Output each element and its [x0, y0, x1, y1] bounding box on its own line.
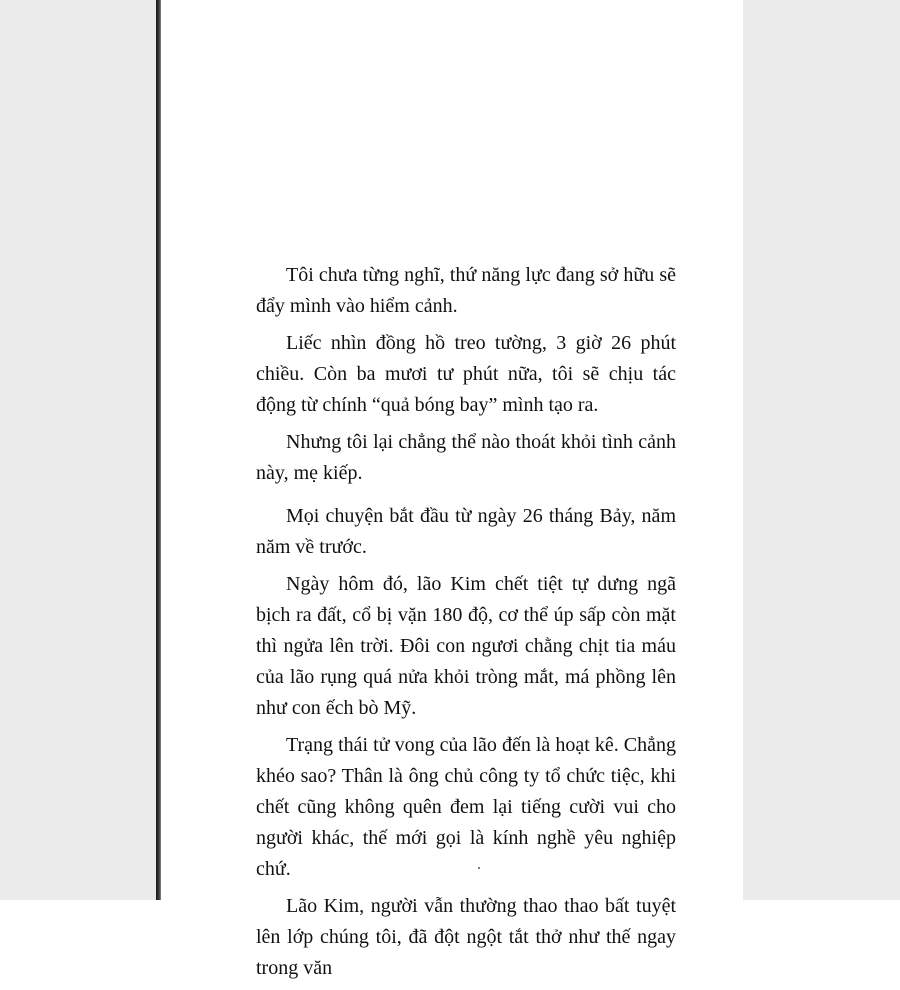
paragraph: Nhưng tôi lại chẳng thể nào thoát khỏi tình cảnh này, mẹ kiếp. — [256, 431, 676, 484]
paragraph: Tôi chưa từng nghĩ, thứ năng lực đang sở hữu sẽ đẩy mình vào hiểm cảnh. — [256, 264, 676, 317]
page-binding-edge — [156, 0, 161, 900]
paragraph: Mọi chuyện bắt đầu từ ngày 26 tháng Bảy, năm năm về trước. — [256, 505, 676, 558]
passage-opening — [256, 260, 676, 495]
scan-margin-left — [0, 0, 156, 900]
paragraph: Lão Kim, người vẫn thường thao thao bất tuyệt lên lớp chúng tôi, đã đột ngột tắt thở như thế ngay trong văn — [256, 895, 676, 979]
paragraph: Liếc nhìn đồng hồ treo tường, 3 giờ 26 phút chiều. Còn ba mươi tư phút nữa, tôi sẽ chịu tác động từ chính “quả bóng bay” mình tạo ra. — [256, 332, 676, 416]
paragraph: Ngày hôm đó, lão Kim chết tiệt tự dưng ngã bịch ra đất, cổ bị vặn 180 độ, cơ thể úp sấp còn mặt thì ngửa lên trời. Đôi con ngươi chằng chịt tia máu của lão rụng quá nửa khỏi tròng mắt, má phồng lên như con ếch bò Mỹ. — [256, 573, 676, 719]
book-page — [156, 0, 743, 979]
ink-speck — [478, 867, 480, 869]
passage-flashback — [256, 501, 676, 990]
paragraph: Trạng thái tử vong của lão đến là hoạt kê. Chẳng khéo sao? Thân là ông chủ công ty tổ chức tiệc, khi chết cũng không quên đem lại tiếng cười vui cho người khác, thế mới gọi là kính nghề yêu nghiệp chứ. — [256, 734, 676, 880]
scan-margin-right — [743, 0, 900, 900]
